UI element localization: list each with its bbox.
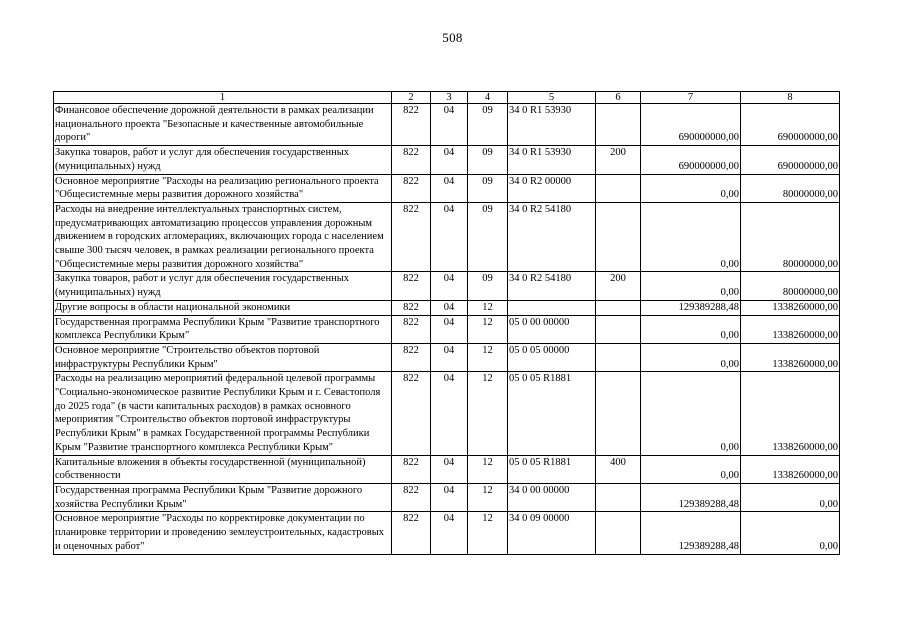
ministry-code: 822: [392, 315, 431, 343]
expense-name: Расходы на внедрение интеллектуальных транспортных систем, предусматривающих автоматизацию процессов управления дорожным движением в городских агломерациях, включающих города с населением свыше 300 тысяч человек, в рамках реализации регионального проекта "Общесистемные меры развития дорожного хозяйства": [54, 202, 392, 272]
expense-type-code: [596, 512, 641, 554]
amount-col8: 690000000,00: [741, 104, 840, 146]
header-cell: 2: [392, 92, 431, 104]
header-cell: 8: [741, 92, 840, 104]
amount-col8: 1338260000,00: [741, 372, 840, 455]
table-header-row: [54, 92, 840, 104]
target-article-code: 05 0 05 R1881: [508, 455, 596, 483]
expense-type-code: 200: [596, 146, 641, 174]
expense-name: Государственная программа Республики Крым "Развитие транспортного комплекса Республики Крым": [54, 315, 392, 343]
subsection-code: 09: [468, 272, 508, 300]
target-article-code: 34 0 00 00000: [508, 483, 596, 511]
subsection-code: 09: [468, 146, 508, 174]
section-code: 04: [431, 455, 468, 483]
expense-type-code: [596, 174, 641, 202]
table-row: [54, 512, 840, 554]
section-code: 04: [431, 146, 468, 174]
ministry-code: 822: [392, 343, 431, 371]
expense-type-code: [596, 315, 641, 343]
header-cell: 3: [431, 92, 468, 104]
section-code: 04: [431, 272, 468, 300]
header-cell: 5: [508, 92, 596, 104]
expense-type-code: 200: [596, 272, 641, 300]
table-row: [54, 300, 840, 315]
expense-name: Другие вопросы в области национальной экономики: [54, 300, 392, 315]
amount-col8: 0,00: [741, 483, 840, 511]
table-row: [54, 174, 840, 202]
amount-col8: 1338260000,00: [741, 455, 840, 483]
ministry-code: 822: [392, 202, 431, 272]
target-article-code: 34 0 R2 54180: [508, 202, 596, 272]
expense-type-code: [596, 104, 641, 146]
expense-name: Закупка товаров, работ и услуг для обеспечения государственных (муниципальных) нужд: [54, 272, 392, 300]
target-article-code: 34 0 R1 53930: [508, 104, 596, 146]
table-row: [54, 343, 840, 371]
section-code: 04: [431, 512, 468, 554]
expense-name: Основное мероприятие "Строительство объектов портовой инфраструктуры Республики Крым": [54, 343, 392, 371]
section-code: 04: [431, 483, 468, 511]
target-article-code: 34 0 09 00000: [508, 512, 596, 554]
expense-type-code: [596, 343, 641, 371]
expense-name: Расходы на реализацию мероприятий федеральной целевой программы "Социально-экономическое развитие Республики Крым и г. Севастополя до 2025 года" (в части капитальных расходов) в рамках основного мероприятия "Строительство объектов портовой инфраструктуры Республики Крым" в рамках Государственной программы Республики Крым "Развитие транспортного комплекса Республики Крым": [54, 372, 392, 455]
amount-col8: 1338260000,00: [741, 300, 840, 315]
expense-type-code: [596, 483, 641, 511]
ministry-code: 822: [392, 372, 431, 455]
target-article-code: 34 0 R2 54180: [508, 272, 596, 300]
subsection-code: 12: [468, 512, 508, 554]
amount-col7: 690000000,00: [641, 146, 741, 174]
subsection-code: 09: [468, 174, 508, 202]
target-article-code: 05 0 00 00000: [508, 315, 596, 343]
amount-col8: 80000000,00: [741, 202, 840, 272]
subsection-code: 09: [468, 202, 508, 272]
header-cell: 1: [54, 92, 392, 104]
amount-col7: 0,00: [641, 272, 741, 300]
subsection-code: 12: [468, 483, 508, 511]
amount-col7: 0,00: [641, 343, 741, 371]
amount-col7: 0,00: [641, 455, 741, 483]
page-number: 508: [442, 30, 463, 45]
amount-col8: 80000000,00: [741, 272, 840, 300]
header-cell: 6: [596, 92, 641, 104]
ministry-code: 822: [392, 512, 431, 554]
amount-col8: 690000000,00: [741, 146, 840, 174]
table-row: [54, 146, 840, 174]
expense-type-code: [596, 202, 641, 272]
amount-col7: 0,00: [641, 202, 741, 272]
subsection-code: 12: [468, 372, 508, 455]
amount-col8: 1338260000,00: [741, 315, 840, 343]
ministry-code: 822: [392, 483, 431, 511]
expense-name: Финансовое обеспечение дорожной деятельности в рамках реализации национального проекта "Безопасные и качественные автомобильные дороги": [54, 104, 392, 146]
ministry-code: 822: [392, 455, 431, 483]
ministry-code: 822: [392, 300, 431, 315]
amount-col7: 0,00: [641, 174, 741, 202]
expense-name: Основное мероприятие "Расходы по корректировке документации по планировке территории и проведению землеустроительных, кадастровых и оценочных работ": [54, 512, 392, 554]
expense-name: Капитальные вложения в объекты государственной (муниципальной) собственности: [54, 455, 392, 483]
target-article-code: [508, 300, 596, 315]
table-row: [54, 104, 840, 146]
ministry-code: 822: [392, 174, 431, 202]
expense-type-code: [596, 300, 641, 315]
ministry-code: 822: [392, 146, 431, 174]
amount-col7: 0,00: [641, 315, 741, 343]
target-article-code: 05 0 05 00000: [508, 343, 596, 371]
expense-name: Государственная программа Республики Крым "Развитие дорожного хозяйства Республики Крым": [54, 483, 392, 511]
table-row: [54, 483, 840, 511]
amount-col7: 129389288,48: [641, 512, 741, 554]
section-code: 04: [431, 315, 468, 343]
header-cell: 4: [468, 92, 508, 104]
section-code: 04: [431, 202, 468, 272]
expense-name: Основное мероприятие "Расходы на реализацию регионального проекта "Общесистемные меры развития дорожного хозяйства": [54, 174, 392, 202]
section-code: 04: [431, 343, 468, 371]
header-cell: 7: [641, 92, 741, 104]
table-row: [54, 372, 840, 455]
budget-table: [53, 91, 840, 555]
target-article-code: 34 0 R2 00000: [508, 174, 596, 202]
section-code: 04: [431, 104, 468, 146]
target-article-code: 05 0 05 R1881: [508, 372, 596, 455]
subsection-code: 12: [468, 343, 508, 371]
expense-type-code: [596, 372, 641, 455]
subsection-code: 12: [468, 300, 508, 315]
subsection-code: 12: [468, 455, 508, 483]
expense-type-code: 400: [596, 455, 641, 483]
table-row: [54, 272, 840, 300]
table-row: [54, 455, 840, 483]
amount-col7: 690000000,00: [641, 104, 741, 146]
table-row: [54, 315, 840, 343]
section-code: 04: [431, 372, 468, 455]
amount-col8: 1338260000,00: [741, 343, 840, 371]
amount-col7: 0,00: [641, 372, 741, 455]
amount-col8: 80000000,00: [741, 174, 840, 202]
subsection-code: 09: [468, 104, 508, 146]
amount-col7: 129389288,48: [641, 483, 741, 511]
ministry-code: 822: [392, 272, 431, 300]
section-code: 04: [431, 174, 468, 202]
expense-name: Закупка товаров, работ и услуг для обеспечения государственных (муниципальных) нужд: [54, 146, 392, 174]
subsection-code: 12: [468, 315, 508, 343]
section-code: 04: [431, 300, 468, 315]
ministry-code: 822: [392, 104, 431, 146]
amount-col7: 129389288,48: [641, 300, 741, 315]
table-row: [54, 202, 840, 272]
target-article-code: 34 0 R1 53930: [508, 146, 596, 174]
amount-col8: 0,00: [741, 512, 840, 554]
